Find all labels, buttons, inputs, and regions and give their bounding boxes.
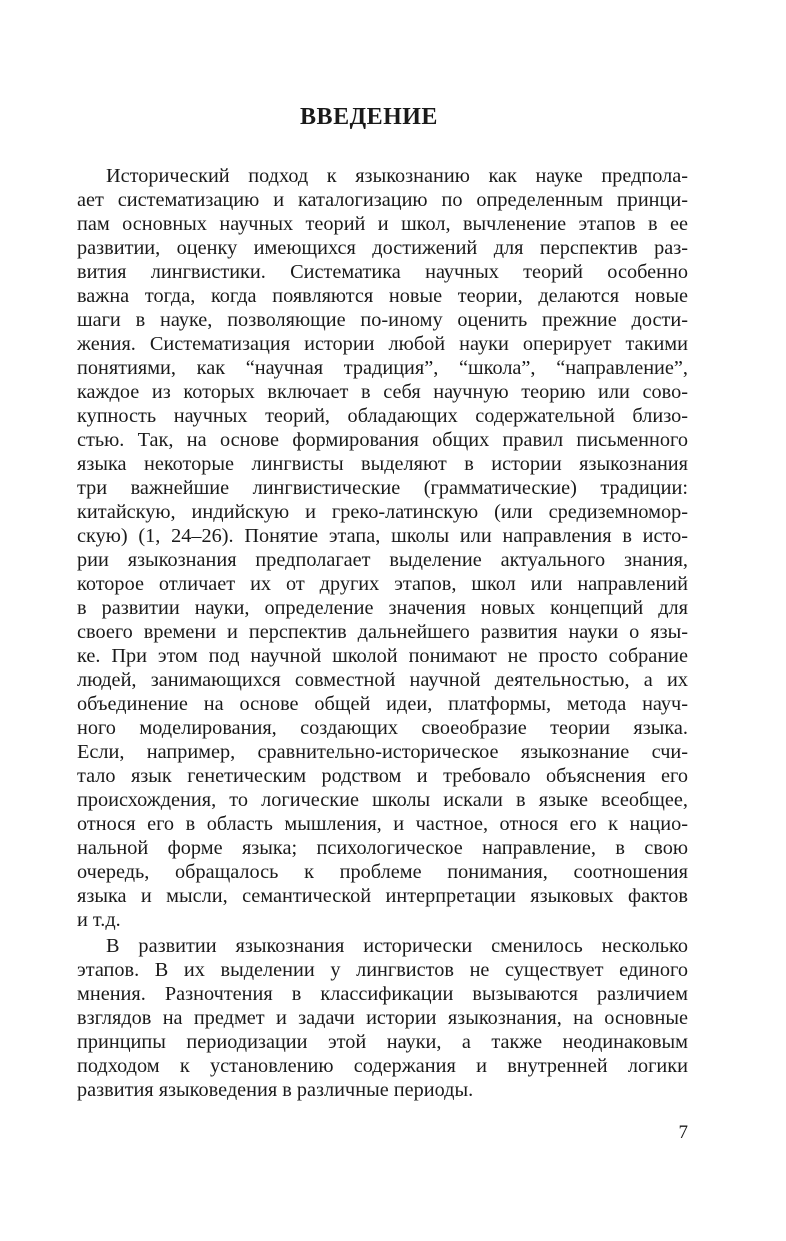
text-line: которое отличает их от других этапов, школ или направлений (77, 573, 688, 595)
text-line: ного моделирования, создающих своеобразие теории языка. (77, 717, 688, 739)
text-line: этапов. В их выделении у лингвистов не существует единого (77, 959, 688, 981)
text-line: нальной форме языка; психологическое направление, в свою (77, 837, 688, 859)
text-line: и т.д. (77, 909, 121, 931)
text-line: китайскую, индийскую и греко-латинскую (или средиземномор- (77, 501, 688, 523)
text-line: своего времени и перспектив дальнейшего развития науки о язы- (77, 621, 688, 643)
text-line: принципы периодизации этой науки, а также неодинаковым (77, 1031, 688, 1053)
text-line: людей, занимающихся совместной научной деятельностью, а их (77, 669, 688, 691)
text-line: купность научных теорий, обладающих содержательной близо- (77, 405, 688, 427)
text-line: рии языкознания предполагает выделение актуального знания, (77, 549, 688, 571)
text-line: шаги в науке, позволяющие по-иному оценить прежние дости- (77, 309, 688, 331)
text-line: пам основных научных теорий и школ, вычленение этапов в ее (77, 213, 688, 235)
text-line: развития языковедения в различные периоды. (77, 1079, 474, 1101)
text-line: каждое из которых включает в себя научную теорию или сово- (77, 381, 688, 403)
text-line: три важнейшие лингвистические (грамматические) традиции: (77, 477, 688, 499)
text-line: скую) (1, 24–26). Понятие этапа, школы или направления в исто- (77, 525, 688, 547)
text-line: тало язык генетическим родством и требовало объяснения его (77, 765, 688, 787)
text-line: жения. Систематизация истории любой науки оперирует такими (77, 333, 688, 355)
text-line: языка некоторые лингвисты выделяют в истории языкознания (77, 453, 688, 475)
text-line: взглядов на предмет и задачи истории языкознания, на основные (77, 1007, 688, 1029)
page-number: 7 (678, 1122, 688, 1143)
text-line: языка и мысли, семантической интерпретации языковых фактов (77, 885, 688, 907)
text-line: В развитии языкознания исторически сменилось несколько (106, 935, 688, 957)
text-line: развитии, оценку имеющихся достижений для перспектив раз- (77, 237, 688, 259)
text-line: вития лингвистики. Систематика научных теорий особенно (77, 261, 688, 283)
text-line: происхождения, то логические школы искали в языке всеобщее, (77, 789, 688, 811)
text-line: относя его в область мышления, и частное, относя его к нацио- (77, 813, 688, 835)
text-line: важна тогда, когда появляются новые теории, делаются новые (77, 285, 688, 307)
text-line: ке. При этом под научной школой понимают не просто собрание (77, 645, 688, 667)
text-line: в развитии науки, определение значения новых концепций для (77, 597, 688, 619)
page-title: ВВЕДЕНИЕ (300, 104, 438, 130)
text-line: Исторический подход к языкознанию как науке предпола- (106, 165, 688, 187)
text-line: подходом к установлению содержания и внутренней логики (77, 1055, 688, 1077)
text-line: очередь, обращалось к проблеме понимания, соотношения (77, 861, 688, 883)
text-line: Если, например, сравнительно-историческое языкознание счи- (77, 741, 688, 763)
text-line: мнения. Разночтения в классификации вызываются различием (77, 983, 688, 1005)
text-line: объединение на основе общей идеи, платформы, метода науч- (77, 693, 688, 715)
text-line: понятиями, как “научная традиция”, “школа”, “направление”, (77, 357, 688, 379)
text-line: стью. Так, на основе формирования общих правил письменного (77, 429, 688, 451)
text-line: ает систематизацию и каталогизацию по определенным принци- (77, 189, 688, 211)
